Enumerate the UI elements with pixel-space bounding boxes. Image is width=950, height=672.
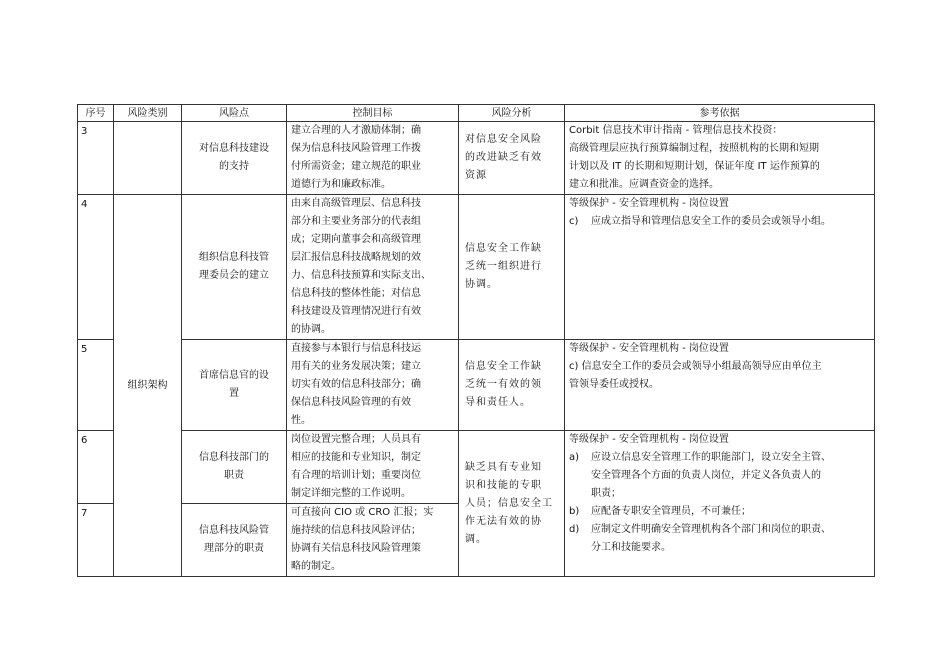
row-number: 4	[78, 195, 114, 340]
header-risk-point: 风险点	[182, 105, 287, 122]
text-line: 保信息科技风险管理的有效	[291, 397, 411, 408]
control-goal-cell	[287, 340, 459, 431]
header-risk-category: 风险类别	[114, 105, 182, 122]
control-goal-cell	[287, 504, 459, 577]
text-line: 层汇报信息科技战略规划的效	[291, 252, 421, 263]
table-row	[78, 340, 875, 431]
control-goal-cell	[287, 195, 459, 340]
text-line: 信息安全工作缺	[465, 243, 542, 254]
text-line: 信息科技部门的	[199, 452, 269, 463]
risk-category-cell	[114, 122, 182, 195]
risk-analysis-cell	[459, 340, 565, 431]
reference-item	[569, 503, 870, 521]
risk-point-cell	[182, 122, 287, 195]
text-line: 理委员会的建立	[199, 270, 269, 281]
text-line: 管领导委任或授权。	[569, 379, 659, 390]
text-line: 建立和批准。应调查资金的选择。	[569, 179, 719, 190]
text-line: 信息安全工作缺	[465, 361, 542, 372]
text-line: 职责	[224, 470, 244, 481]
table-row	[78, 122, 875, 195]
row-number: 3	[78, 122, 114, 195]
text-line: 乏统一组织进行	[465, 261, 542, 272]
reference-cell	[565, 195, 875, 340]
control-goal-cell	[287, 431, 459, 504]
text-line: 协调。	[465, 279, 498, 290]
text-line: c) 信息安全工作的委员会或领导小组最高领导应由单位主	[569, 361, 822, 372]
text-line: 应制定文件明确安全管理机构各个部门和岗位的职责、	[591, 524, 831, 535]
reference-item	[569, 449, 870, 503]
risk-point-cell	[182, 195, 287, 340]
text-line: 付所需资金；建立规范的职业	[291, 161, 421, 172]
text-line: 理部分的职责	[204, 543, 264, 554]
header-risk-analysis: 风险分析	[459, 105, 565, 122]
text-line: 调。	[465, 533, 487, 545]
text-line: 由来自高级管理层、信息科技	[291, 198, 421, 209]
table-row	[78, 195, 875, 340]
text-line: 相应的技能和专业知识，制定	[291, 452, 421, 463]
text-line: 道德行为和廉政标准。	[291, 179, 391, 190]
row-number: 7	[78, 504, 114, 577]
text-line: 对信息科技建设	[199, 143, 269, 154]
row-number: 6	[78, 431, 114, 504]
text-line: 建立合理的人才激励体制；确	[291, 125, 421, 136]
text-line: 略的制定。	[291, 561, 341, 572]
text-line: 施持续的信息科技风险评估；	[291, 525, 421, 536]
text-line: 导和责任人。	[465, 397, 531, 408]
reference-cell	[565, 431, 875, 577]
item-marker: a)	[569, 452, 580, 463]
text-line: 的协调。	[291, 324, 331, 335]
text-line: 力、信息科技预算和实际支出、	[291, 270, 431, 281]
risk-analysis-cell	[459, 431, 565, 577]
risk-control-table	[77, 104, 875, 577]
reference-title: 等级保护 - 安全管理机构 - 岗位设置	[569, 434, 729, 445]
reference-cell	[565, 340, 875, 431]
text-line: 制定详细完整的工作说明。	[291, 488, 411, 499]
text-line: 高级管理层应执行预算编制过程，按照机构的长期和短期	[569, 143, 819, 154]
text-line: 计划以及 IT 的长期和短期计划，保证年度 IT 运作预算的	[569, 161, 820, 172]
risk-analysis-cell	[459, 195, 565, 340]
row-number: 5	[78, 340, 114, 431]
risk-point-cell	[182, 504, 287, 577]
text-line: 分工和技能要求。	[591, 542, 671, 553]
reference-cell	[565, 122, 875, 195]
risk-category-cell: 组织架构	[114, 195, 182, 577]
text-line: 资源	[465, 170, 487, 181]
text-line: 人员；信息安全工	[465, 497, 553, 509]
reference-item	[569, 521, 870, 557]
item-marker: c)	[569, 216, 579, 227]
header-number: 序号	[78, 105, 114, 122]
risk-analysis-cell	[459, 122, 565, 195]
text-line: 信息科技风险管	[199, 525, 269, 536]
text-line: 有合理的培训计划；重要岗位	[291, 470, 421, 481]
reference-title: 等级保护 - 安全管理机构 - 岗位设置	[569, 343, 729, 354]
text-line: 的改进缺乏有效	[465, 152, 542, 163]
reference-item	[569, 213, 870, 231]
risk-point-cell	[182, 340, 287, 431]
text-line: 成；定期向董事会和高级管理	[291, 234, 421, 245]
text-line: 用有关的业务发展决策；建立	[291, 361, 421, 372]
table-row	[78, 431, 875, 504]
header-reference: 参考依据	[565, 105, 875, 122]
item-marker: b)	[569, 506, 580, 517]
text-line: 协调有关信息科技风险管理策	[291, 543, 421, 554]
text-line: 岗位设置完整合理；人员具有	[291, 434, 421, 445]
text-line: 安全管理各个方面的负责人岗位，并定义各负责人的	[591, 470, 821, 481]
text-line: 应设立信息安全管理工作的职能部门，设立安全主管、	[591, 452, 831, 463]
control-goal-cell	[287, 122, 459, 195]
item-marker: d)	[569, 524, 580, 535]
text-line: 乏统一有效的领	[465, 379, 542, 390]
text-line: 保为信息科技风险管理工作拨	[291, 143, 421, 154]
text-line: 切实有效的信息科技部分；确	[291, 379, 421, 390]
text-line: 信息科技的整体性能；对信息	[291, 288, 421, 299]
text-line: 首席信息官的设	[199, 370, 269, 381]
text-line: 作无法有效的协	[465, 515, 542, 527]
text-line: 部分和主要业务部分的代表组	[291, 216, 421, 227]
text-line: 科技建设及管理情况进行有效	[291, 306, 421, 317]
text-line: Corbit 信息技术审计指南 - 管理信息技术投资：	[569, 125, 783, 136]
table-header-row	[78, 105, 875, 122]
text-line: 可直接向 CIO 或 CRO 汇报；实	[291, 507, 434, 518]
reference-title: 等级保护 - 安全管理机构 - 岗位设置	[569, 198, 729, 209]
text-line: 应配备专职安全管理员，不可兼任；	[591, 506, 751, 517]
risk-point-cell	[182, 431, 287, 504]
text-line: 组织信息科技管	[199, 252, 269, 263]
header-control-goal: 控制目标	[287, 105, 459, 122]
text-line: 性。	[291, 415, 311, 426]
text-line: 置	[229, 388, 239, 399]
text-line: 的支持	[219, 161, 249, 172]
text-line: 缺乏具有专业知	[465, 461, 542, 473]
text-line: 识和技能的专职	[465, 479, 542, 491]
text-line: 对信息安全风险	[465, 134, 542, 145]
text-line: 职责；	[591, 488, 621, 499]
text-line: 应成立指导和管理信息安全工作的委员会或领导小组。	[591, 216, 831, 227]
text-line: 直接参与本银行与信息科技运	[291, 343, 421, 354]
